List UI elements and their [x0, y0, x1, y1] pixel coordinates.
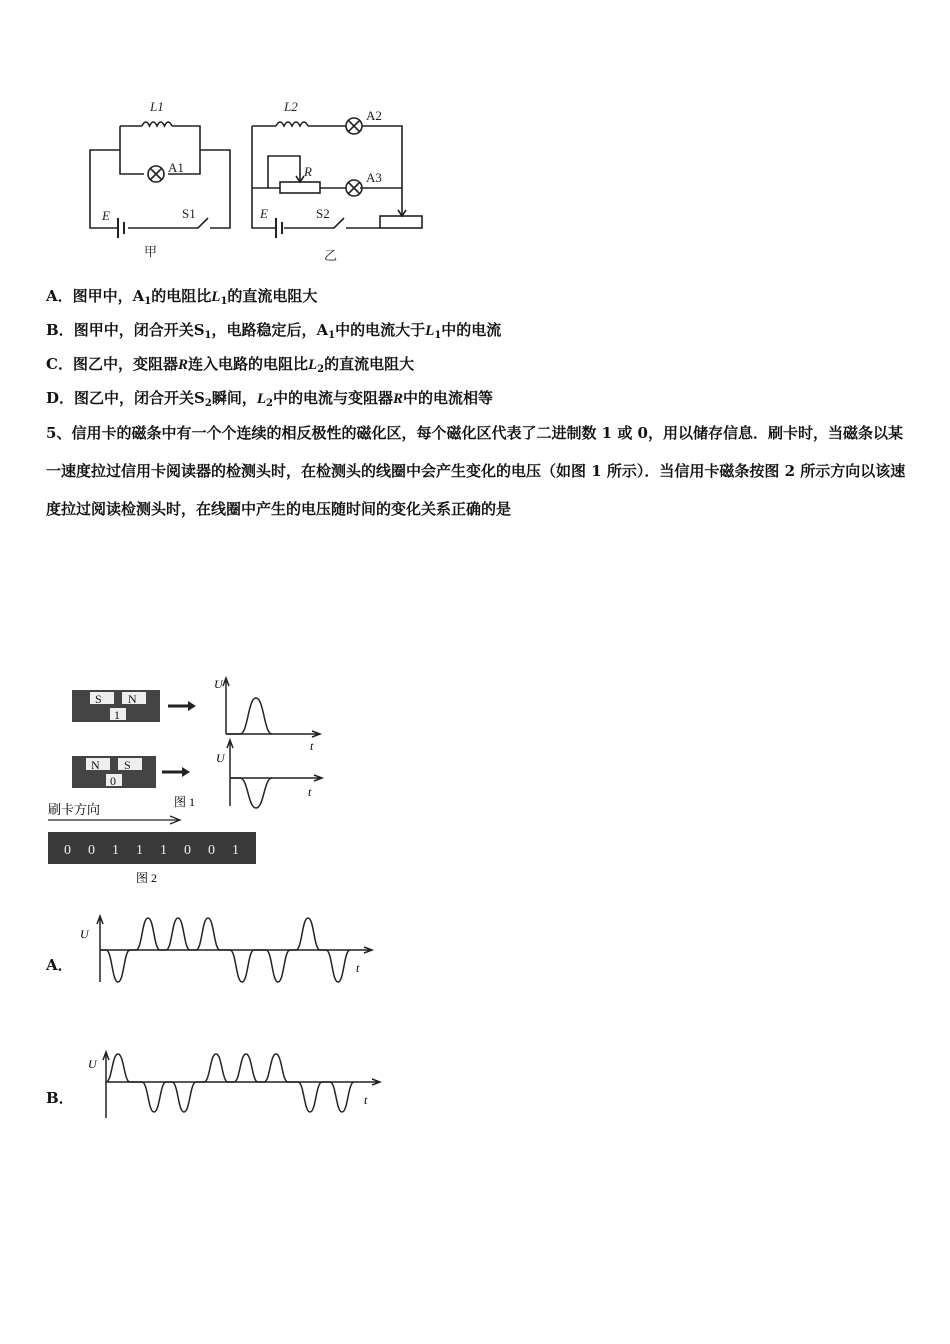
text: 中的电流大于: [335, 321, 426, 339]
figure-1-caption: 图 1: [174, 795, 196, 809]
card-bit: 1: [160, 843, 167, 858]
circuit-diagrams: [80, 92, 440, 270]
text: 连入电路的电阻比: [187, 355, 308, 373]
var: L: [256, 391, 267, 407]
subscript: 1: [220, 296, 228, 307]
axis-u-label: U: [216, 751, 225, 765]
var: R: [177, 357, 188, 373]
card-bit: 0: [64, 843, 71, 858]
pulse-negative: [230, 778, 272, 808]
answer-option-b-graph[interactable]: [76, 1046, 386, 1122]
option-letter: D．: [46, 389, 75, 407]
subscript: 1: [204, 330, 212, 341]
text: 中的电流: [441, 321, 502, 339]
label-a3: A3: [366, 170, 382, 185]
text: 图甲中，闭合开关: [73, 321, 194, 339]
var: L: [425, 323, 435, 339]
text: 的电阻比: [151, 287, 212, 305]
subscript: 2: [266, 398, 273, 409]
var: L: [308, 357, 318, 373]
pole-s: S: [124, 758, 131, 772]
label-s2: S2: [316, 206, 330, 221]
text: 的直流电阻大: [324, 355, 415, 373]
var: R: [393, 391, 404, 407]
rheostat-bottom: [380, 216, 422, 228]
subscript: 1: [144, 296, 152, 307]
option-letter: C．: [46, 355, 73, 373]
q4-option-c[interactable]: [46, 354, 414, 380]
card-bit: 1: [232, 843, 239, 858]
var: L: [211, 289, 221, 305]
figure-1-2: [40, 670, 340, 890]
card-bit: 1: [136, 843, 143, 858]
label-e-yi: E: [260, 206, 268, 221]
text: A: [316, 321, 329, 339]
label-a2: A2: [366, 108, 382, 123]
label-l1: L1: [150, 99, 164, 114]
pole-n: N: [128, 692, 137, 706]
battery-e-yi: [276, 218, 282, 238]
label-s1: S1: [182, 206, 196, 221]
label-a1: A1: [168, 160, 184, 175]
answer-option-a-graph[interactable]: [70, 910, 380, 990]
axis-u-label: U: [88, 1057, 97, 1071]
subscript: 2: [204, 398, 212, 409]
magnet-strip-2: [72, 756, 156, 788]
pulse-positive: [226, 698, 272, 734]
bit-label: 0: [110, 774, 116, 788]
subscript: 2: [317, 364, 325, 375]
label-r: R: [304, 164, 312, 179]
question-number: 5、: [46, 424, 72, 442]
pole-n: N: [91, 758, 100, 772]
axis-t-label: t: [308, 785, 312, 799]
circuit-jia: [90, 122, 230, 238]
axis-u-label: U: [80, 927, 89, 941]
text: 瞬间，: [211, 389, 257, 407]
text: 图乙中，变阻器: [72, 355, 178, 373]
text: 图乙中，闭合开关: [74, 389, 195, 407]
pole-s: S: [95, 692, 102, 706]
q5-stem: [46, 414, 916, 528]
caption-jia: 甲: [144, 244, 158, 259]
waveform-b: [106, 1054, 354, 1112]
figure-2-caption: 图 2: [136, 871, 158, 885]
subscript: 1: [328, 330, 336, 341]
bit-label: 1: [114, 708, 120, 722]
axis-t-label: t: [356, 961, 360, 975]
q4-option-b[interactable]: [46, 320, 501, 346]
q4-option-d[interactable]: [46, 388, 493, 414]
inductor-l1: [142, 122, 172, 126]
card-bit: 0: [88, 843, 95, 858]
card-strip: [48, 832, 256, 864]
battery-e-jia: [118, 218, 124, 238]
rheostat-r: [280, 182, 320, 193]
text: S: [193, 321, 205, 339]
question-text: 信用卡的磁条中有一个个连续的相反极性的磁化区，每个磁化区代表了二进制数 1 或 0，用以储存信息．刷卡时，当磁条以某一速度拉过信用卡阅读器的检测头时，在检测头的线圈中会产生变化的电压（如图 1 所示）．当信用卡磁条按图 2 所示方向以该速度拉过阅读检测头时，在线圈中产生的电压随时间的变化关系正确的是: [46, 424, 906, 518]
text: 图甲中，: [72, 287, 133, 305]
text: ，电路稳定后，: [211, 321, 317, 339]
option-letter: B．: [46, 321, 74, 339]
caption-yi: 乙: [324, 248, 338, 263]
label-l2: L2: [284, 99, 298, 114]
q4-option-a[interactable]: [46, 286, 317, 312]
axis-t-label: t: [364, 1093, 368, 1107]
text: 中的电流与变阻器: [273, 389, 394, 407]
card-bit: 0: [208, 843, 215, 858]
text: 的直流电阻大: [227, 287, 318, 305]
label-e-jia: E: [102, 208, 110, 223]
card-bit: 0: [184, 843, 191, 858]
circuit-yi: [252, 118, 422, 238]
swipe-direction-label: 刷卡方向: [48, 802, 101, 817]
text: S: [194, 389, 205, 407]
text: A: [132, 287, 145, 305]
card-bit: 1: [112, 843, 119, 858]
axis-u-label: U: [214, 677, 223, 691]
text: 中的电流相等: [403, 389, 494, 407]
inductor-l2: [276, 122, 308, 126]
axis-t-label: t: [310, 739, 314, 753]
direction-arrow: [48, 816, 180, 824]
option-letter: A．: [46, 287, 73, 305]
answer-option-b-label[interactable]: B．: [46, 1089, 74, 1107]
answer-option-a-label[interactable]: A．: [46, 956, 73, 974]
magnet-strip-1: [72, 690, 160, 722]
subscript: 1: [434, 330, 442, 341]
